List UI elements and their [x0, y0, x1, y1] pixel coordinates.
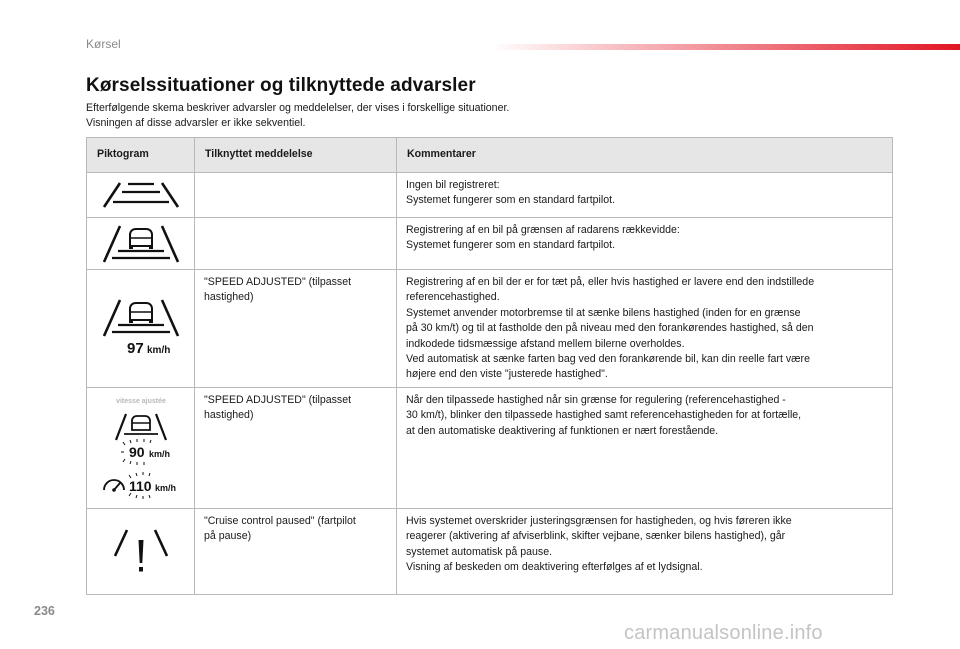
- comment-line: Visning af beskeden om deaktivering efterfølges af et lydsignal.: [406, 561, 703, 574]
- table-row: [87, 387, 893, 508]
- message-cell: [195, 270, 397, 388]
- comment-cell: [397, 508, 893, 594]
- speed-unit: km/h: [154, 482, 176, 493]
- comment-line: Ingen bil registreret:: [406, 179, 500, 191]
- message-line: hastighed): [204, 409, 254, 422]
- comment-line: Systemet fungerer som en standard fartpilot.: [406, 239, 616, 252]
- comment-line: Når den tilpassede hastighed når sin grænse for regulering (referencehastighed -: [406, 393, 786, 406]
- message-line: "SPEED ADJUSTED" (tilpasset: [204, 276, 352, 288]
- message-cell: [195, 218, 397, 270]
- comment-line: Registrering af en bil der er for tæt på, eller hvis hastighed er lavere end den indstillede: [406, 276, 815, 288]
- lane-lines-icon: [101, 181, 181, 209]
- table-row: [87, 270, 893, 388]
- table-header-row: [87, 138, 893, 173]
- comment-line: Systemet fungerer som en standard fartpilot.: [406, 194, 616, 207]
- pictogram-cell: [87, 387, 195, 508]
- reference-speed-value: 110: [128, 477, 152, 494]
- speed-unit: km/h: [146, 345, 170, 357]
- comment-line: indkodede tidsmæssige afstand mellem bilerne overholdes.: [406, 337, 685, 350]
- table-row: [87, 508, 893, 594]
- intro-text: [86, 101, 509, 131]
- adjusted-speed-value: 97: [126, 340, 144, 358]
- warnings-table: [86, 137, 893, 595]
- speed-adjusted-caption: vitesse ajustée: [115, 397, 166, 405]
- comment-line: 30 km/t), blinker den tilpassede hastighed samt referencehastigheden for at fortælle,: [406, 409, 802, 422]
- intro-line: Visningen af disse advarsler er ikke sekventiel.: [86, 117, 306, 129]
- page-title: Kørselssituationer og tilknyttede advarsler: [86, 75, 476, 96]
- comment-line: Systemet anvender motorbremse til at sænke bilens hastighed (inden for en grænse: [406, 306, 801, 319]
- comment-cell: [397, 387, 893, 508]
- speedometer-icon: [104, 480, 124, 492]
- comment-cell: [397, 270, 893, 388]
- message-cell: [195, 508, 397, 594]
- speed-adjusted-blinking-icon: [99, 392, 183, 504]
- page-number: 236: [34, 604, 55, 618]
- comment-line: reagerer (aktivering af afviserblink, skifter vejbane, sænker bilens hastighed), går: [406, 530, 786, 543]
- header-comments: Kommentarer: [397, 138, 893, 173]
- comment-line: Hvis systemet overskrider justeringsgrænsen for hastigheden, og hvis føreren ikke: [406, 514, 792, 527]
- adjusted-speed-value: 90: [128, 443, 145, 460]
- comment-line: på 30 km/t) og til at fastholde den på niveau med den forankørendes hastighed, så den: [406, 322, 814, 335]
- comment-line: systemet automatisk på pause.: [406, 545, 553, 558]
- table-row: [87, 218, 893, 270]
- watermark: carmanualsonline.info: [624, 622, 823, 644]
- pictogram-cell: [87, 218, 195, 270]
- table-row: [87, 173, 893, 218]
- warning-exclamation-icon: [101, 526, 181, 576]
- section-label: Kørsel: [86, 37, 121, 51]
- header-message: Tilknyttet meddelelse: [195, 138, 397, 173]
- comment-cell: [397, 173, 893, 218]
- comment-line: Registrering af en bil på grænsen af radarens rækkevidde:: [406, 224, 680, 236]
- message-line: "SPEED ADJUSTED" (tilpasset: [204, 393, 352, 406]
- message-line: "Cruise control paused" (fartpilot: [204, 514, 356, 527]
- message-line: hastighed): [204, 291, 254, 304]
- lane-car-speed-icon: [101, 298, 181, 358]
- message-cell: [195, 387, 397, 508]
- pictogram-cell: [87, 270, 195, 388]
- intro-line: Efterfølgende skema beskriver advarsler og meddelelser, der vises i forskellige situationer.: [86, 102, 510, 114]
- comment-line: Ved automatisk at sænke farten bag ved den forankørende bil, kan din reelle fart være: [406, 353, 810, 366]
- header-piktogram: Piktogram: [87, 138, 195, 173]
- comment-line: at den automatiske deaktivering af funktionen er nært forestående.: [406, 424, 719, 437]
- pictogram-cell: [87, 173, 195, 218]
- lane-car-icon: [101, 224, 181, 264]
- comment-cell: [397, 218, 893, 270]
- pictogram-cell: [87, 508, 195, 594]
- accent-bar: [490, 44, 960, 50]
- comment-line: referencehastighed.: [406, 291, 500, 304]
- comment-line: højere end den viste "justerede hastighed".: [406, 368, 608, 381]
- message-cell: [195, 173, 397, 218]
- speed-unit: km/h: [148, 448, 170, 459]
- message-line: på pause): [204, 530, 252, 543]
